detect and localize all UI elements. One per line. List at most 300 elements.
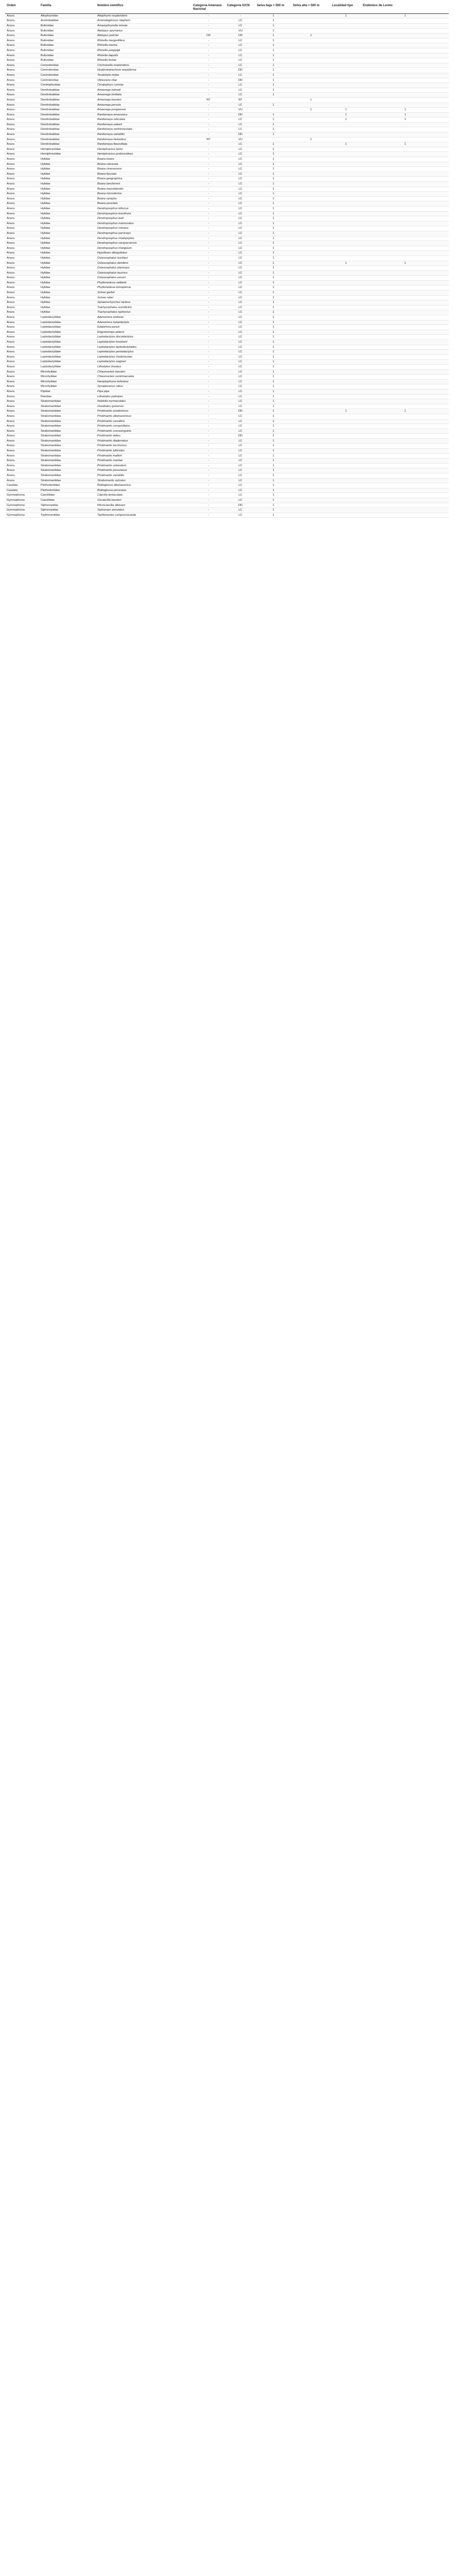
cell-categoria-iucn: LC bbox=[225, 310, 255, 315]
table-row bbox=[5, 122, 449, 127]
cell-categoria-nacional: - bbox=[191, 320, 225, 325]
cell-endemico bbox=[361, 315, 449, 320]
cell-familia: Centrolenidae bbox=[39, 73, 96, 78]
cell-orden: Anura bbox=[5, 404, 39, 409]
cell-selva-baja: 1 bbox=[255, 68, 291, 73]
cell-familia: Microhylidae bbox=[39, 384, 96, 389]
cell-endemico bbox=[361, 379, 449, 384]
cell-selva-alta bbox=[291, 147, 330, 152]
cell-familia: Hylidae bbox=[39, 270, 96, 276]
cell-selva-alta bbox=[291, 285, 330, 291]
cell-endemico bbox=[361, 399, 449, 404]
cell-selva-baja: 1 bbox=[255, 513, 291, 518]
cell-categoria-iucn: LC bbox=[225, 335, 255, 340]
cell-selva-baja: 1 bbox=[255, 63, 291, 68]
cell-selva-alta bbox=[291, 93, 330, 98]
cell-categoria-iucn: LC bbox=[225, 256, 255, 261]
cell-familia: Aromobatidae bbox=[39, 19, 96, 24]
cell-endemico bbox=[361, 389, 449, 394]
table-row bbox=[5, 463, 449, 468]
cell-selva-baja: 1 bbox=[255, 459, 291, 464]
cell-categoria-iucn: LC bbox=[225, 375, 255, 380]
cell-localidad-tipo bbox=[330, 285, 361, 291]
cell-selva-alta bbox=[291, 354, 330, 360]
cell-nombre-cientifico: Ameerega parvula bbox=[96, 103, 191, 108]
header-row bbox=[5, 3, 449, 13]
cell-categoria-nacional: - bbox=[191, 463, 225, 468]
cell-selva-alta bbox=[291, 182, 330, 187]
table-row bbox=[5, 434, 449, 439]
cell-localidad-tipo bbox=[330, 295, 361, 300]
cell-categoria-iucn: LC bbox=[225, 206, 255, 211]
cell-endemico bbox=[361, 241, 449, 246]
cell-nombre-cientifico: Leptodactylus leptodactyloides bbox=[96, 345, 191, 350]
cell-endemico bbox=[361, 73, 449, 78]
cell-categoria-iucn: LC bbox=[225, 394, 255, 399]
cell-categoria-nacional: - bbox=[191, 261, 225, 266]
cell-categoria-iucn: LC bbox=[225, 167, 255, 172]
cell-categoria-iucn: LC bbox=[225, 414, 255, 419]
cell-orden: Anura bbox=[5, 187, 39, 192]
cell-selva-alta bbox=[291, 28, 330, 33]
table-header bbox=[5, 3, 449, 13]
cell-nombre-cientifico: Osteocephalus yasuni bbox=[96, 276, 191, 281]
cell-categoria-nacional: - bbox=[191, 291, 225, 296]
cell-nombre-cientifico: Noblella myrmecoides bbox=[96, 399, 191, 404]
cell-categoria-nacional: - bbox=[191, 152, 225, 157]
cell-familia: Plethodontidae bbox=[39, 488, 96, 493]
table-row bbox=[5, 19, 449, 24]
cell-localidad-tipo bbox=[330, 315, 361, 320]
header-categoria-nacional: Categoría Amenaza Nacional bbox=[191, 3, 225, 13]
cell-selva-baja: 1 bbox=[255, 88, 291, 93]
cell-localidad-tipo bbox=[330, 364, 361, 369]
cell-familia: Ceratophryidae bbox=[39, 83, 96, 88]
cell-nombre-cientifico: Dendropsophus sarayacuensis bbox=[96, 241, 191, 246]
cell-categoria-nacional: - bbox=[191, 216, 225, 222]
table-row bbox=[5, 211, 449, 216]
cell-orden: Anura bbox=[5, 354, 39, 360]
cell-orden: Anura bbox=[5, 226, 39, 231]
cell-localidad-tipo bbox=[330, 196, 361, 201]
cell-familia: Leptodactylidae bbox=[39, 350, 96, 355]
cell-familia: Dendrobatidae bbox=[39, 103, 96, 108]
table-row bbox=[5, 375, 449, 380]
cell-familia: Hylidae bbox=[39, 285, 96, 291]
cell-selva-baja: 1 bbox=[255, 508, 291, 513]
cell-selva-baja: 1 bbox=[255, 315, 291, 320]
cell-endemico bbox=[361, 231, 449, 236]
cell-nombre-cientifico: Synapturanus rabus bbox=[96, 384, 191, 389]
cell-selva-baja: 1 bbox=[255, 167, 291, 172]
cell-endemico bbox=[361, 256, 449, 261]
cell-selva-baja: 1 bbox=[255, 236, 291, 241]
cell-categoria-nacional: - bbox=[191, 345, 225, 350]
cell-selva-baja: 1 bbox=[255, 261, 291, 266]
cell-endemico bbox=[361, 236, 449, 241]
cell-localidad-tipo bbox=[330, 369, 361, 375]
cell-selva-baja: 1 bbox=[255, 162, 291, 167]
cell-orden: Anura bbox=[5, 463, 39, 468]
table-row bbox=[5, 473, 449, 479]
cell-localidad-tipo bbox=[330, 206, 361, 211]
cell-categoria-nacional: - bbox=[191, 419, 225, 424]
table-row bbox=[5, 187, 449, 192]
cell-categoria-iucn: LC bbox=[225, 449, 255, 454]
cell-categoria-nacional: CR bbox=[191, 33, 225, 39]
cell-endemico bbox=[361, 394, 449, 399]
cell-localidad-tipo bbox=[330, 330, 361, 335]
table-row bbox=[5, 384, 449, 389]
cell-selva-alta bbox=[291, 167, 330, 172]
cell-localidad-tipo bbox=[330, 97, 361, 103]
cell-nombre-cientifico: Boana fasciata bbox=[96, 172, 191, 177]
cell-localidad-tipo: 1 bbox=[330, 108, 361, 113]
cell-categoria-iucn: LC bbox=[225, 429, 255, 434]
cell-familia: Hylidae bbox=[39, 291, 96, 296]
cell-nombre-cientifico: Amazophrynella minuta bbox=[96, 24, 191, 29]
cell-categoria-nacional: - bbox=[191, 83, 225, 88]
cell-orden: Anura bbox=[5, 330, 39, 335]
cell-categoria-nacional: - bbox=[191, 364, 225, 369]
cell-familia: Dendrobatidae bbox=[39, 137, 96, 142]
cell-selva-baja: 1 bbox=[255, 83, 291, 88]
cell-orden: Anura bbox=[5, 63, 39, 68]
cell-nombre-cientifico: Dendropsophus marmoratus bbox=[96, 221, 191, 226]
table-row bbox=[5, 58, 449, 63]
cell-familia: Dendrobatidae bbox=[39, 127, 96, 132]
cell-categoria-nacional: - bbox=[191, 103, 225, 108]
cell-nombre-cientifico: Boana cinerascens bbox=[96, 167, 191, 172]
cell-categoria-nacional: - bbox=[191, 108, 225, 113]
cell-categoria-nacional: - bbox=[191, 369, 225, 375]
cell-nombre-cientifico: Dendropsophus triangulum bbox=[96, 246, 191, 251]
cell-categoria-iucn: LC bbox=[225, 330, 255, 335]
cell-categoria-nacional: - bbox=[191, 280, 225, 285]
cell-selva-baja: 1 bbox=[255, 43, 291, 48]
cell-selva-baja: 1 bbox=[255, 310, 291, 315]
cell-localidad-tipo bbox=[330, 93, 361, 98]
cell-endemico bbox=[361, 157, 449, 162]
cell-localidad-tipo bbox=[330, 305, 361, 310]
cell-orden: Anura bbox=[5, 364, 39, 369]
cell-orden: Anura bbox=[5, 409, 39, 414]
cell-selva-alta bbox=[291, 187, 330, 192]
cell-familia: Bufonidae bbox=[39, 53, 96, 58]
table-row bbox=[5, 276, 449, 281]
cell-categoria-iucn: DD bbox=[225, 409, 255, 414]
cell-categoria-nacional: - bbox=[191, 384, 225, 389]
header-categoria-iucn: Categoría IUCN bbox=[225, 3, 255, 13]
cell-orden: Anura bbox=[5, 122, 39, 127]
cell-selva-baja: 1 bbox=[255, 182, 291, 187]
cell-endemico bbox=[361, 48, 449, 53]
cell-categoria-iucn: LC bbox=[225, 192, 255, 197]
cell-categoria-iucn: LC bbox=[225, 280, 255, 285]
cell-familia: Caeciliidae bbox=[39, 498, 96, 503]
cell-orden: Anura bbox=[5, 468, 39, 473]
cell-selva-alta bbox=[291, 117, 330, 123]
cell-categoria-iucn: LC bbox=[225, 305, 255, 310]
header-nombre-cientifico: Nombre científico bbox=[96, 3, 191, 13]
cell-familia: Dendrobatidae bbox=[39, 93, 96, 98]
cell-orden: Anura bbox=[5, 449, 39, 454]
cell-selva-baja: 1 bbox=[255, 206, 291, 211]
cell-nombre-cientifico: Hamptophryne boliviana bbox=[96, 379, 191, 384]
cell-categoria-iucn: LC bbox=[225, 261, 255, 266]
cell-orden: Anura bbox=[5, 196, 39, 201]
cell-localidad-tipo bbox=[330, 187, 361, 192]
cell-nombre-cientifico: Chiasmocleis ventrimaculata bbox=[96, 375, 191, 380]
cell-familia: Hylidae bbox=[39, 187, 96, 192]
cell-familia: Microhylidae bbox=[39, 375, 96, 380]
cell-categoria-nacional: - bbox=[191, 276, 225, 281]
cell-familia: Hylidae bbox=[39, 266, 96, 271]
cell-familia: Strabomantidae bbox=[39, 444, 96, 449]
cell-selva-alta bbox=[291, 127, 330, 132]
cell-selva-baja: 1 bbox=[255, 424, 291, 429]
table-row bbox=[5, 340, 449, 345]
cell-endemico bbox=[361, 305, 449, 310]
cell-orden: Anura bbox=[5, 325, 39, 330]
cell-selva-alta bbox=[291, 429, 330, 434]
cell-familia: Dendrobatidae bbox=[39, 122, 96, 127]
table-row bbox=[5, 483, 449, 488]
cell-localidad-tipo bbox=[330, 488, 361, 493]
cell-categoria-nacional: - bbox=[191, 394, 225, 399]
cell-categoria-iucn: VU bbox=[225, 108, 255, 113]
cell-categoria-iucn: LC bbox=[225, 345, 255, 350]
table-row bbox=[5, 409, 449, 414]
cell-familia: Hylidae bbox=[39, 192, 96, 197]
cell-familia: Strabomantidae bbox=[39, 449, 96, 454]
cell-orden: Anura bbox=[5, 137, 39, 142]
table-row bbox=[5, 438, 449, 444]
table-row bbox=[5, 53, 449, 58]
cell-nombre-cientifico: Pristimantis martiae bbox=[96, 459, 191, 464]
cell-nombre-cientifico: Pristimantis diadematus bbox=[96, 438, 191, 444]
cell-selva-alta bbox=[291, 340, 330, 345]
table-row bbox=[5, 399, 449, 404]
cell-familia: Typhlonectidae bbox=[39, 513, 96, 518]
cell-endemico bbox=[361, 513, 449, 518]
cell-endemico bbox=[361, 438, 449, 444]
cell-categoria-iucn: LC bbox=[225, 216, 255, 222]
table-row bbox=[5, 226, 449, 231]
cell-localidad-tipo bbox=[330, 201, 361, 207]
cell-familia: Strabomantidae bbox=[39, 453, 96, 459]
cell-familia: Strabomantidae bbox=[39, 438, 96, 444]
cell-selva-baja: 1 bbox=[255, 241, 291, 246]
table-row bbox=[5, 117, 449, 123]
cell-categoria-iucn: LC bbox=[225, 508, 255, 513]
cell-categoria-nacional: - bbox=[191, 315, 225, 320]
cell-selva-baja: 1 bbox=[255, 399, 291, 404]
cell-nombre-cientifico: Ranitomeya variabilis bbox=[96, 132, 191, 138]
cell-orden: Anura bbox=[5, 285, 39, 291]
table-row bbox=[5, 256, 449, 261]
cell-familia: Leptodactylidae bbox=[39, 345, 96, 350]
cell-endemico bbox=[361, 103, 449, 108]
cell-selva-baja: 1 bbox=[255, 493, 291, 498]
cell-localidad-tipo bbox=[330, 379, 361, 384]
cell-nombre-cientifico: Ceratophrys cornuta bbox=[96, 83, 191, 88]
cell-orden: Anura bbox=[5, 473, 39, 479]
table-row bbox=[5, 369, 449, 375]
cell-localidad-tipo bbox=[330, 493, 361, 498]
cell-endemico bbox=[361, 206, 449, 211]
cell-localidad-tipo: 1 bbox=[330, 117, 361, 123]
cell-categoria-nacional: - bbox=[191, 389, 225, 394]
cell-categoria-nacional: - bbox=[191, 162, 225, 167]
cell-selva-baja: 1 bbox=[255, 28, 291, 33]
cell-nombre-cientifico: Osteocephalus deridens bbox=[96, 261, 191, 266]
table-row bbox=[5, 295, 449, 300]
cell-familia: Hylidae bbox=[39, 167, 96, 172]
cell-selva-alta bbox=[291, 152, 330, 157]
cell-nombre-cientifico: Pristimantis peruvianus bbox=[96, 468, 191, 473]
table-row bbox=[5, 261, 449, 266]
cell-endemico bbox=[361, 295, 449, 300]
cell-selva-alta bbox=[291, 196, 330, 201]
cell-endemico bbox=[361, 187, 449, 192]
table-row bbox=[5, 28, 449, 33]
cell-categoria-nacional: - bbox=[191, 513, 225, 518]
cell-nombre-cientifico: Lithobates palmipes bbox=[96, 394, 191, 399]
cell-selva-alta bbox=[291, 513, 330, 518]
cell-selva-alta bbox=[291, 236, 330, 241]
cell-orden: Anura bbox=[5, 379, 39, 384]
cell-familia: Strabomantidae bbox=[39, 429, 96, 434]
cell-nombre-cientifico: Pristimantis conspicillatus bbox=[96, 424, 191, 429]
cell-familia: Hylidae bbox=[39, 305, 96, 310]
table-row bbox=[5, 360, 449, 365]
cell-selva-alta bbox=[291, 369, 330, 375]
cell-categoria-iucn: LC bbox=[225, 162, 255, 167]
cell-nombre-cientifico: Osteocephalus taurinus bbox=[96, 270, 191, 276]
cell-familia: Strabomantidae bbox=[39, 399, 96, 404]
cell-familia: Centrolenidae bbox=[39, 78, 96, 83]
cell-categoria-iucn: LC bbox=[225, 399, 255, 404]
cell-categoria-iucn: - bbox=[225, 13, 255, 19]
cell-endemico bbox=[361, 33, 449, 39]
cell-orden: Anura bbox=[5, 221, 39, 226]
cell-endemico bbox=[361, 345, 449, 350]
cell-categoria-nacional: - bbox=[191, 300, 225, 306]
cell-endemico bbox=[361, 330, 449, 335]
cell-selva-alta bbox=[291, 13, 330, 19]
cell-familia: Hylidae bbox=[39, 162, 96, 167]
cell-categoria-iucn: LC bbox=[225, 473, 255, 479]
table-row bbox=[5, 182, 449, 187]
table-row bbox=[5, 280, 449, 285]
cell-endemico bbox=[361, 291, 449, 296]
cell-categoria-nacional: - bbox=[191, 142, 225, 147]
cell-endemico bbox=[361, 201, 449, 207]
cell-selva-baja: 1 bbox=[255, 434, 291, 439]
cell-localidad-tipo bbox=[330, 350, 361, 355]
cell-selva-baja: 1 bbox=[255, 419, 291, 424]
cell-endemico bbox=[361, 459, 449, 464]
cell-localidad-tipo: 1 bbox=[330, 13, 361, 19]
cell-orden: Anura bbox=[5, 182, 39, 187]
cell-categoria-iucn: LC bbox=[225, 53, 255, 58]
cell-orden: Anura bbox=[5, 305, 39, 310]
cell-categoria-nacional: - bbox=[191, 444, 225, 449]
cell-selva-alta bbox=[291, 305, 330, 310]
cell-localidad-tipo bbox=[330, 276, 361, 281]
table-row bbox=[5, 142, 449, 147]
table-row bbox=[5, 335, 449, 340]
cell-selva-alta bbox=[291, 310, 330, 315]
table-row bbox=[5, 354, 449, 360]
cell-selva-baja: 1 bbox=[255, 503, 291, 508]
cell-selva-alta bbox=[291, 345, 330, 350]
cell-categoria-nacional: - bbox=[191, 453, 225, 459]
table-row bbox=[5, 93, 449, 98]
cell-selva-baja: 1 bbox=[255, 117, 291, 123]
cell-categoria-nacional: - bbox=[191, 335, 225, 340]
cell-categoria-iucn: LC bbox=[225, 142, 255, 147]
cell-selva-alta bbox=[291, 350, 330, 355]
cell-categoria-iucn: LC bbox=[225, 43, 255, 48]
cell-categoria-nacional: - bbox=[191, 330, 225, 335]
table-row bbox=[5, 63, 449, 68]
cell-selva-alta bbox=[291, 241, 330, 246]
cell-endemico bbox=[361, 369, 449, 375]
cell-selva-alta bbox=[291, 483, 330, 488]
cell-selva-baja: 1 bbox=[255, 305, 291, 310]
cell-localidad-tipo bbox=[330, 468, 361, 473]
cell-localidad-tipo bbox=[330, 192, 361, 197]
cell-familia: Leptodactylidae bbox=[39, 330, 96, 335]
cell-categoria-iucn: LC bbox=[225, 211, 255, 216]
cell-categoria-iucn: LC bbox=[225, 463, 255, 468]
cell-categoria-iucn: LC bbox=[225, 488, 255, 493]
cell-endemico bbox=[361, 434, 449, 439]
cell-categoria-nacional: - bbox=[191, 13, 225, 19]
cell-categoria-nacional: - bbox=[191, 459, 225, 464]
cell-selva-baja: 1 bbox=[255, 231, 291, 236]
cell-categoria-nacional: - bbox=[191, 340, 225, 345]
cell-nombre-cientifico: Ranitomeya uakarii bbox=[96, 122, 191, 127]
cell-categoria-iucn: LC bbox=[225, 483, 255, 488]
cell-selva-baja: 1 bbox=[255, 354, 291, 360]
cell-endemico bbox=[361, 478, 449, 483]
cell-endemico bbox=[361, 216, 449, 222]
cell-nombre-cientifico: Pristimantis lythrodes bbox=[96, 449, 191, 454]
cell-orden: Anura bbox=[5, 33, 39, 39]
cell-selva-baja: 1 bbox=[255, 409, 291, 414]
cell-localidad-tipo bbox=[330, 345, 361, 350]
cell-familia: Allophrynidae bbox=[39, 13, 96, 19]
cell-nombre-cientifico: Adenomera hylaedactyla bbox=[96, 320, 191, 325]
cell-localidad-tipo bbox=[330, 83, 361, 88]
cell-endemico bbox=[361, 453, 449, 459]
cell-selva-baja: 1 bbox=[255, 266, 291, 271]
cell-localidad-tipo bbox=[330, 513, 361, 518]
cell-nombre-cientifico: Osteocephalus planiceps bbox=[96, 266, 191, 271]
cell-selva-alta bbox=[291, 58, 330, 63]
cell-familia: Ranidae bbox=[39, 394, 96, 399]
table-row bbox=[5, 394, 449, 399]
cell-selva-alta bbox=[291, 246, 330, 251]
cell-endemico bbox=[361, 350, 449, 355]
cell-familia: Dendrobatidae bbox=[39, 117, 96, 123]
table-row bbox=[5, 478, 449, 483]
cell-categoria-nacional: - bbox=[191, 438, 225, 444]
cell-selva-baja: 1 bbox=[255, 488, 291, 493]
